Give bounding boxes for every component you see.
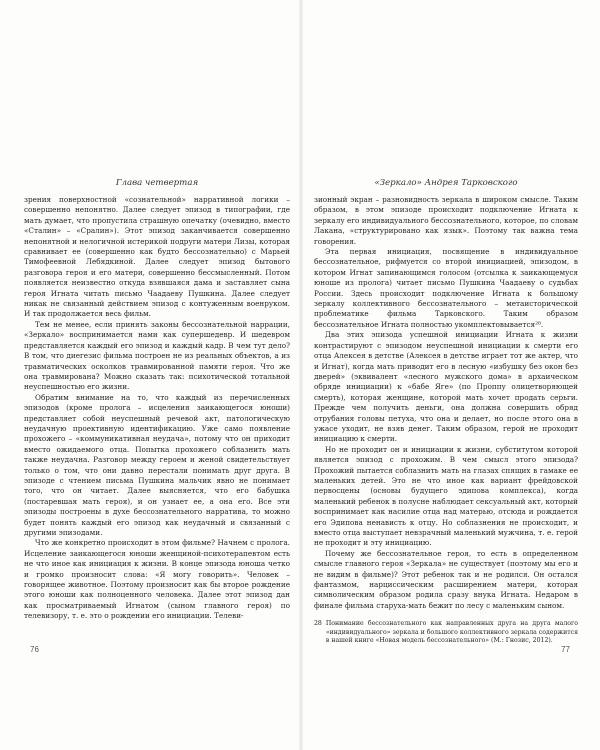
footnote-text: Понимание бессознательного как направленных друга на друга малого «индивидуального» зеркала и большого коллективного зеркала содержится в нашей книге «Новая модель бессознательного» (М.: Гнозис, 2012). — [325, 620, 579, 644]
footnote-number: 28 — [314, 620, 322, 628]
right-page-number: 77 — [561, 645, 570, 654]
left-paragraph-1: зрения поверхностной «сознательной» нарративной логики – совершенно непонятно. Далее следует эпизод в типографии, где мать думает, что пропустила страшную опечатку (очевидно, вместо «Сталин» – «Сралин»). Этот эпизод заканчивается совершенно непонятной и нелогичной истерикой подруги матери Лизы, которая сравнивает ее (совершенно как будто бессознательно) с Марьей Тимофеевной Лебядкиной. Далее следует эпизод бытового разговора героя и его матери, совершенно бессмысленный. Потом появляется неизвестно откуда взявшаяся дама и заставляет сына героя Игната читать письмо Чаадаеву Пушкина. Далее следует никак не связанный действием эпизод с контуженным военруком. И так продолжается весь фильм. — [24, 195, 290, 319]
right-paragraph-2: Эта первая инициация, посвящение в индивидуальное бессознательное, рифмуется со второй инициацией, эпизодом, в котором Игнат запинающимся голосом (отсылка к заикающемуся юноше из пролога) читает письмо Пушкина Чаадаеву о судьбах России. Здесь происходит подключение Игната к большому зеркалу коллективного бессознательного – метаисторической проблематике фильма Тарковского. Таким образом бессознательное Игната полностью укомплектовывается²⁸. — [314, 247, 578, 329]
right-paragraph-4: Но не проходит он и инициации к жизни, субститутом которой является эпизод с прохожим. В чем смысл этого эпизода? Прохожий пытается соблазнить мать на глазах спящих в гамаке ее маленьких детей. Это не что иное как вариант фрейдовской первосцены (основы будущего эдипова комплекса), когда маленький ребенок в полусне наблюдает сексуальный акт, который воспринимает как насилие отца над матерью, отсюда и рождается его Эдипова ненависть к отцу. Но соблазнения не происходит, и вместо отца выступает невзрачный маленький мужчина, т. е. герой не проходит и эту инициацию. — [314, 444, 578, 548]
right-body-text — [314, 195, 578, 611]
footnote — [314, 620, 578, 645]
book-gutter — [299, 0, 303, 750]
left-paragraph-3: Обратим внимание на то, что каждый из перечисленных эпизодов (кроме пролога – исцеления заикающегося юноши) представляет собой неуспешный речевой акт, патологическую неудачную проективную идентификацию. Уже само появление прохожего – «коммуникативная неудача», потому что он приходит вместо ожидаемого отца. Попытка прохожего соблазнить мать также неудачна. Разговор между героем и женой свидетельствует только о том, что они давно перестали понимать друг друга. В эпизоде с чтением письма Пушкина мальчик явно не понимает того, что он читает. Далее выясняется, что его бабушка (постаревшая мать героя), и он узнает ее, а она его. Все эти эпизоды построены в духе бессознательного нарратива, то можно будет понять каждый его эпизод как неудачный и связанный с другими эпизодами. — [24, 392, 290, 537]
left-paragraph-4: Что же конкретно происходит в этом фильме? Начнем с пролога. Исцеление заикающегося юноши женщиной-психотерапевтом есть не что иное как инициация к жизни. В конце эпизода юноша четко и громко произносит слова: «Я могу говорить». Человек – говорящее животное. Поэтому произносит как бы второе рождение этого юноши как полноценного человека. Далее этот эпизод дан как просматриваемый Игнатом (сыном главного героя) по телевизору, т. е. это о рождении его инициации. Телеви- — [24, 538, 290, 621]
right-paragraph-3: Два этих эпизода успешной инициации Игната к жизни контрастируют с эпизодом неуспешной инициации к смерти его отца Алексея в детстве (Алексея в детстве играет тот же актер, что и Игнат), когда мать приводит его в лесную «избушку без окон без дверей» (эквивалент «лесного мужского дома» в архаическом обряде инициации) к «бабе Яге» (по Проппу олицетворяющей смерть), которая женщине, которой мать хочет продать серьги. Прежде чем получить деньги, она должна совершить обряд отрубания головы петуха, что она и делает, но после этого она в ужасе уходит, не взяв денег. Таким образом, герой не проходит инициацию к смерти. — [314, 330, 578, 444]
left-page — [24, 178, 290, 664]
left-paragraph-2: Тем не менее, если принять законы бессознательной наррации, «Зеркало» воспринимается нами как супершедевр. И шедевром представляется каждый его эпизод и каждый кадр. В чем тут дело? В том, что диегезис фильма построен не из реальных объектов, а из травматических осколков травмированной памяти героя. Что же она травмирована? Можно сказать так: психотической тотальной неуспешностью его жизни. — [24, 319, 290, 392]
left-page-number: 76 — [30, 645, 39, 654]
right-running-head: «Зеркало» Андрея Тарковского — [374, 178, 518, 188]
right-paragraph-5: Почему же бессознательное героя, то есть в определенном смысле главного героя «Зеркала» не существует (поэтому мы его и не видим в фильме)? Этот ребенок так и не родился. Он остался фантазмом, нарциссическим расширением матери, которая символическим образом родила сразу внука Игната. Недаром в финале фильма старуха-мать бежит по лесу с маленьким сыном. — [314, 548, 578, 610]
footnote-separator — [314, 611, 578, 620]
right-paragraph-1: зионный экран – разновидность зеркала в широком смысле. Таким образом, в этом эпизоде происходит подключение Игната к зеркалу его индивидуального бессознательного, которое, по словам Лакана, «структурировано как язык». Поэтому так важна тема говорения. — [314, 195, 578, 246]
left-running-head: Глава четвертая — [115, 178, 199, 188]
right-page — [314, 178, 578, 664]
left-body-text — [24, 195, 290, 622]
